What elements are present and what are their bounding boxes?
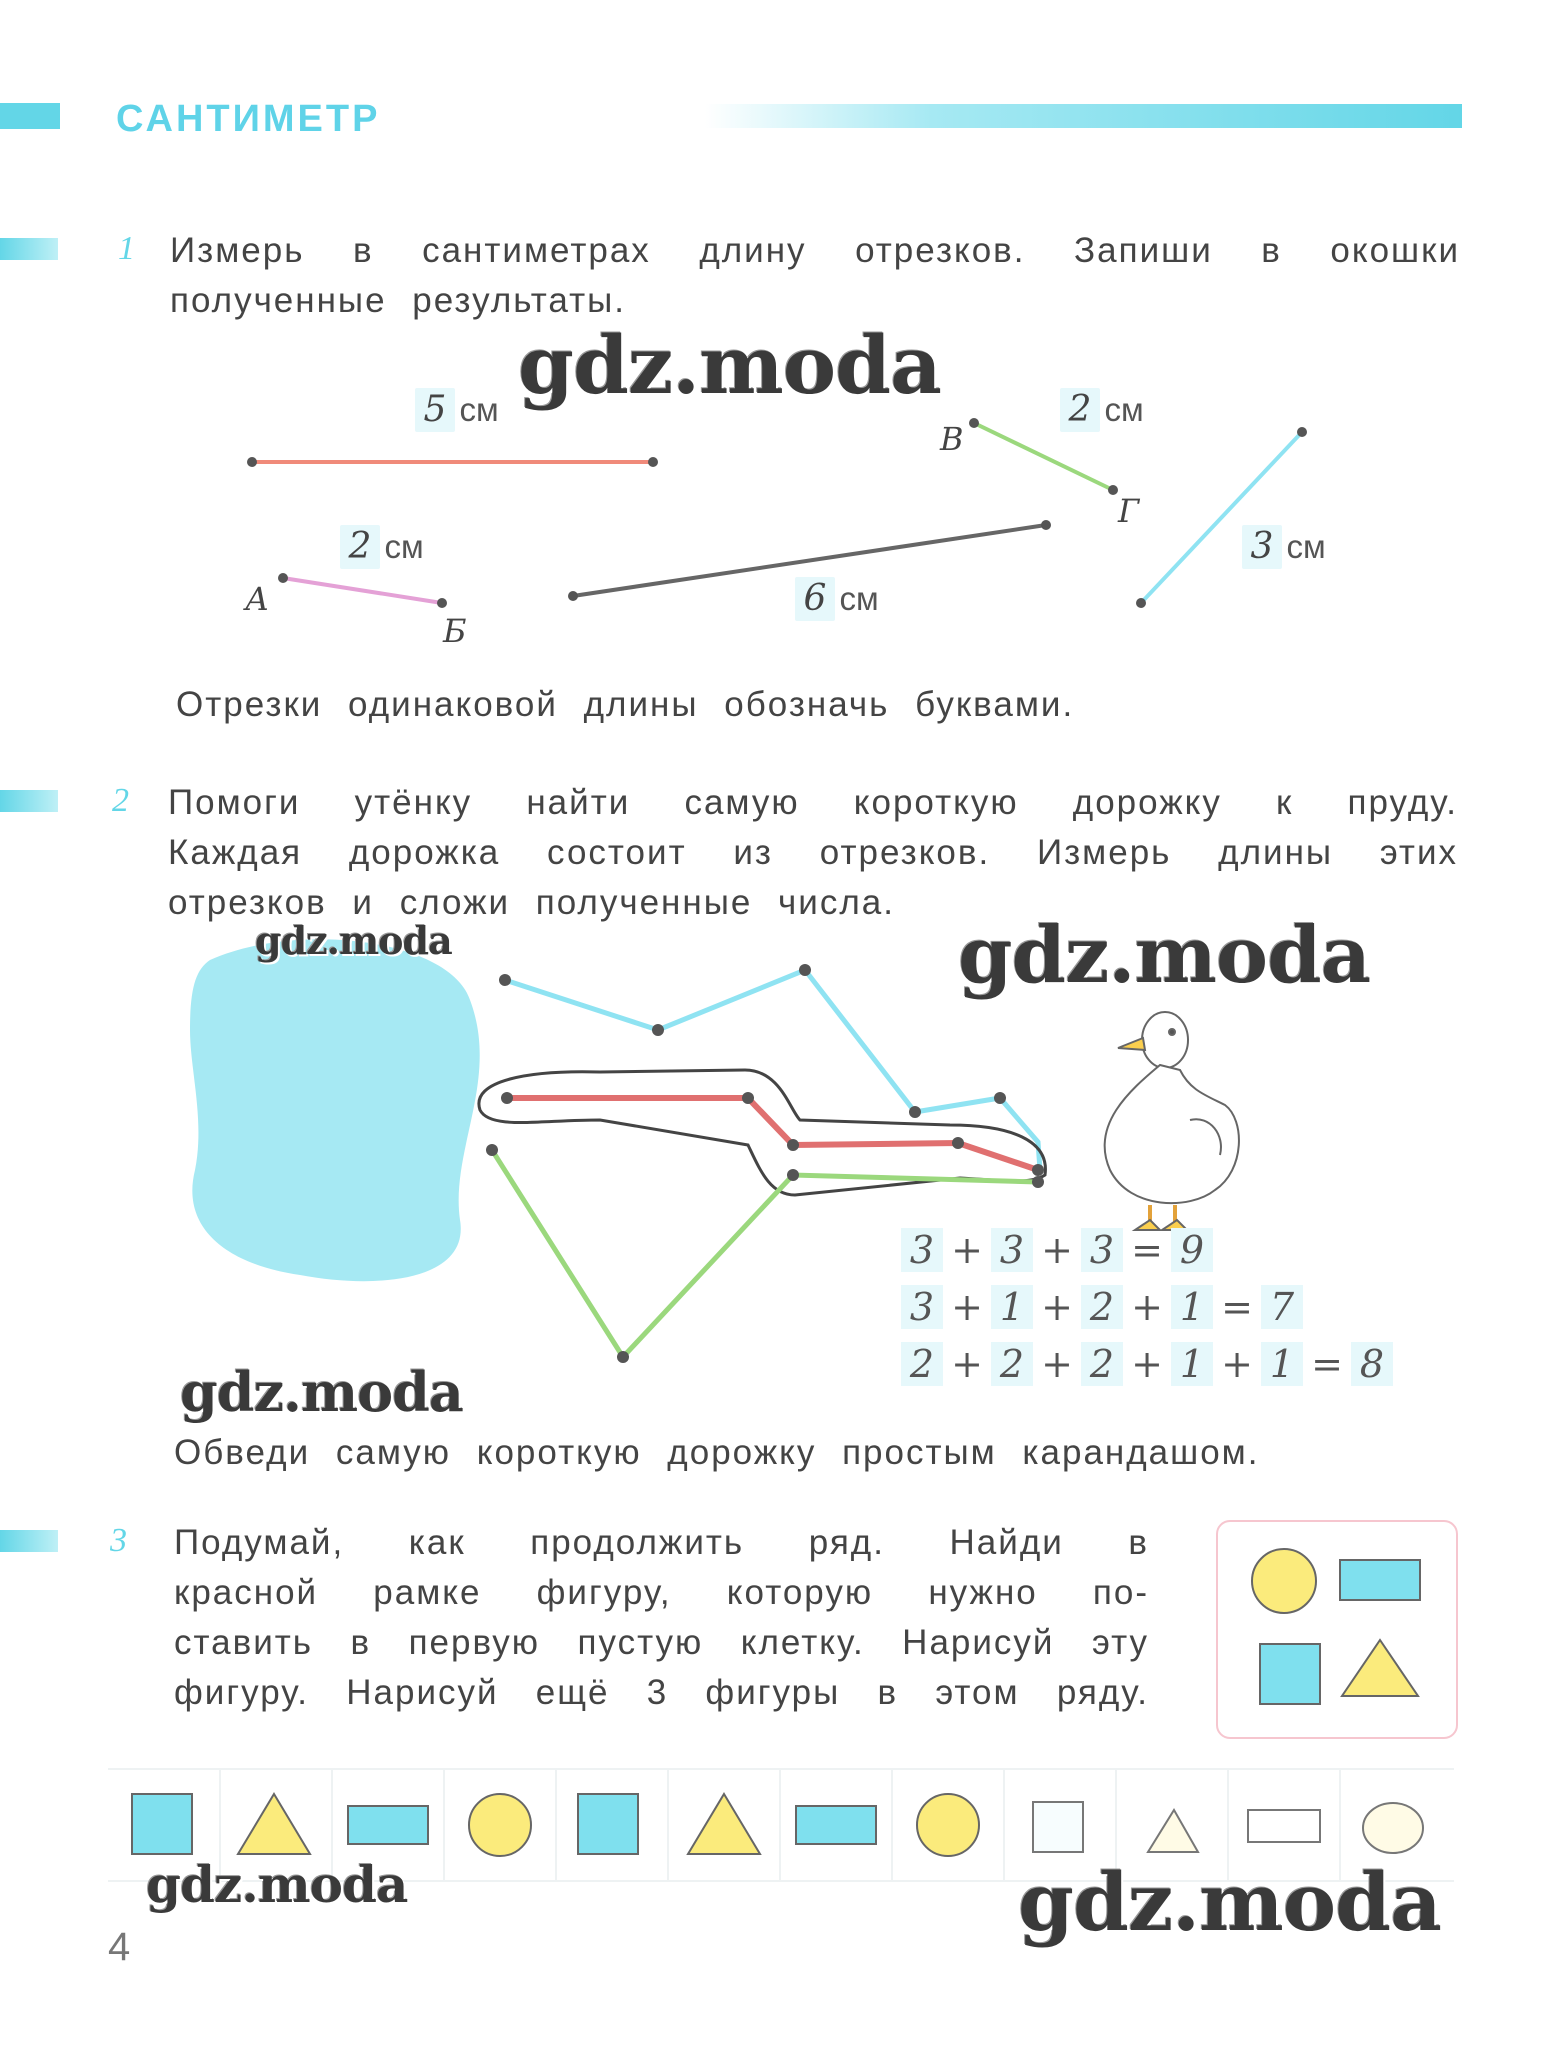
- task3-text-line3: ставить в первую пустую клетку. Нарисуй эту: [174, 1623, 1149, 1662]
- task-number-1: 1: [118, 230, 135, 267]
- frame-circle: [1252, 1549, 1316, 1613]
- task-marker-2: [0, 790, 58, 812]
- task2-text-line2: Каждая дорожка состоит из отрезков. Измерь длины этих: [168, 833, 1458, 872]
- equation-2: 3 + 1 + 2 + 1 = 7: [895, 1285, 1309, 1329]
- equation-1: 3 + 3 + 3 = 9: [895, 1228, 1219, 1272]
- task-marker-3: [0, 1530, 58, 1552]
- watermark: gdz.moda: [1018, 1855, 1441, 1949]
- pond: [190, 939, 480, 1281]
- segment-3cm: [1141, 432, 1302, 603]
- task-number-3: 3: [110, 1522, 127, 1559]
- watermark: gdz.moda: [518, 318, 941, 412]
- row-rectangle-1: [348, 1806, 428, 1844]
- row-square-drawn: [1033, 1802, 1083, 1852]
- header-marker: [0, 103, 60, 129]
- endpoint-v: В: [940, 420, 964, 458]
- task3-text-line1: Подумай, как продолжить ряд. Найди в: [174, 1523, 1149, 1562]
- watermark: gdz.moda: [255, 918, 452, 963]
- endpoint-b: Б: [443, 612, 467, 650]
- row-square-1: [132, 1794, 192, 1854]
- segment-label-3cm: 3 см: [1242, 525, 1326, 569]
- frame-triangle: [1342, 1640, 1418, 1696]
- page-number: 4: [108, 1925, 131, 1969]
- task2-footer: Обведи самую короткую дорожку простым карандашом.: [174, 1433, 1260, 1472]
- row-circle-1: [469, 1794, 531, 1856]
- task-number-2: 2: [112, 782, 129, 819]
- row-triangle-2: [688, 1794, 760, 1854]
- segment-label-6cm: 6 см: [795, 577, 879, 621]
- segment-label-ab: 2 см: [340, 525, 424, 569]
- task-marker-1: [0, 238, 58, 260]
- frame-square: [1260, 1644, 1320, 1704]
- task3-text-line4: фигуру. Нарисуй ещё 3 фигуры в этом ряду.: [174, 1673, 1149, 1712]
- task1-text-line2: полученные результаты.: [170, 281, 626, 320]
- page-title: САНТИМЕТР: [116, 98, 381, 140]
- watermark: gdz.moda: [958, 910, 1371, 1001]
- task1-text-line1: Измерь в сантиметрах длину отрезков. Запиши в окошки: [170, 231, 1460, 270]
- duckling: [1105, 1012, 1239, 1230]
- row-rectangle-2: [796, 1806, 876, 1844]
- endpoint-g: Г: [1118, 492, 1140, 530]
- watermark: gdz.moda: [146, 1855, 408, 1914]
- segment-vg: [974, 423, 1113, 490]
- row-circle-2: [917, 1794, 979, 1856]
- equation-3: 2 + 2 + 2 + 1 + 1 = 8: [895, 1342, 1399, 1386]
- row-square-2: [578, 1794, 638, 1854]
- frame-rectangle: [1340, 1560, 1420, 1600]
- shape-choice-frame: [1216, 1520, 1458, 1739]
- row-triangle-1: [238, 1794, 310, 1854]
- row-rectangle-drawn: [1248, 1810, 1320, 1842]
- watermark: gdz.moda: [180, 1360, 463, 1424]
- endpoint-a: А: [245, 580, 270, 618]
- task2-text-line3: отрезков и сложи полученные числа.: [168, 883, 895, 922]
- segment-label-5cm: 5 см: [415, 388, 499, 432]
- row-circle-drawn: [1363, 1803, 1423, 1853]
- pencil-outline: [479, 1070, 1046, 1195]
- segment-label-vg: 2 см: [1060, 388, 1144, 432]
- task2-text-line1: Помоги утёнку найти самую короткую дорожку к пруду.: [168, 783, 1458, 822]
- segment-ab: [283, 578, 442, 603]
- task3-text-line2: красной рамке фигуру, которую нужно по-: [174, 1573, 1149, 1612]
- header-bar: [705, 104, 1462, 128]
- row-triangle-drawn: [1148, 1810, 1198, 1852]
- task1-footer: Отрезки одинаковой длины обозначь буквами.: [176, 685, 1075, 724]
- red-path: [507, 1098, 1038, 1170]
